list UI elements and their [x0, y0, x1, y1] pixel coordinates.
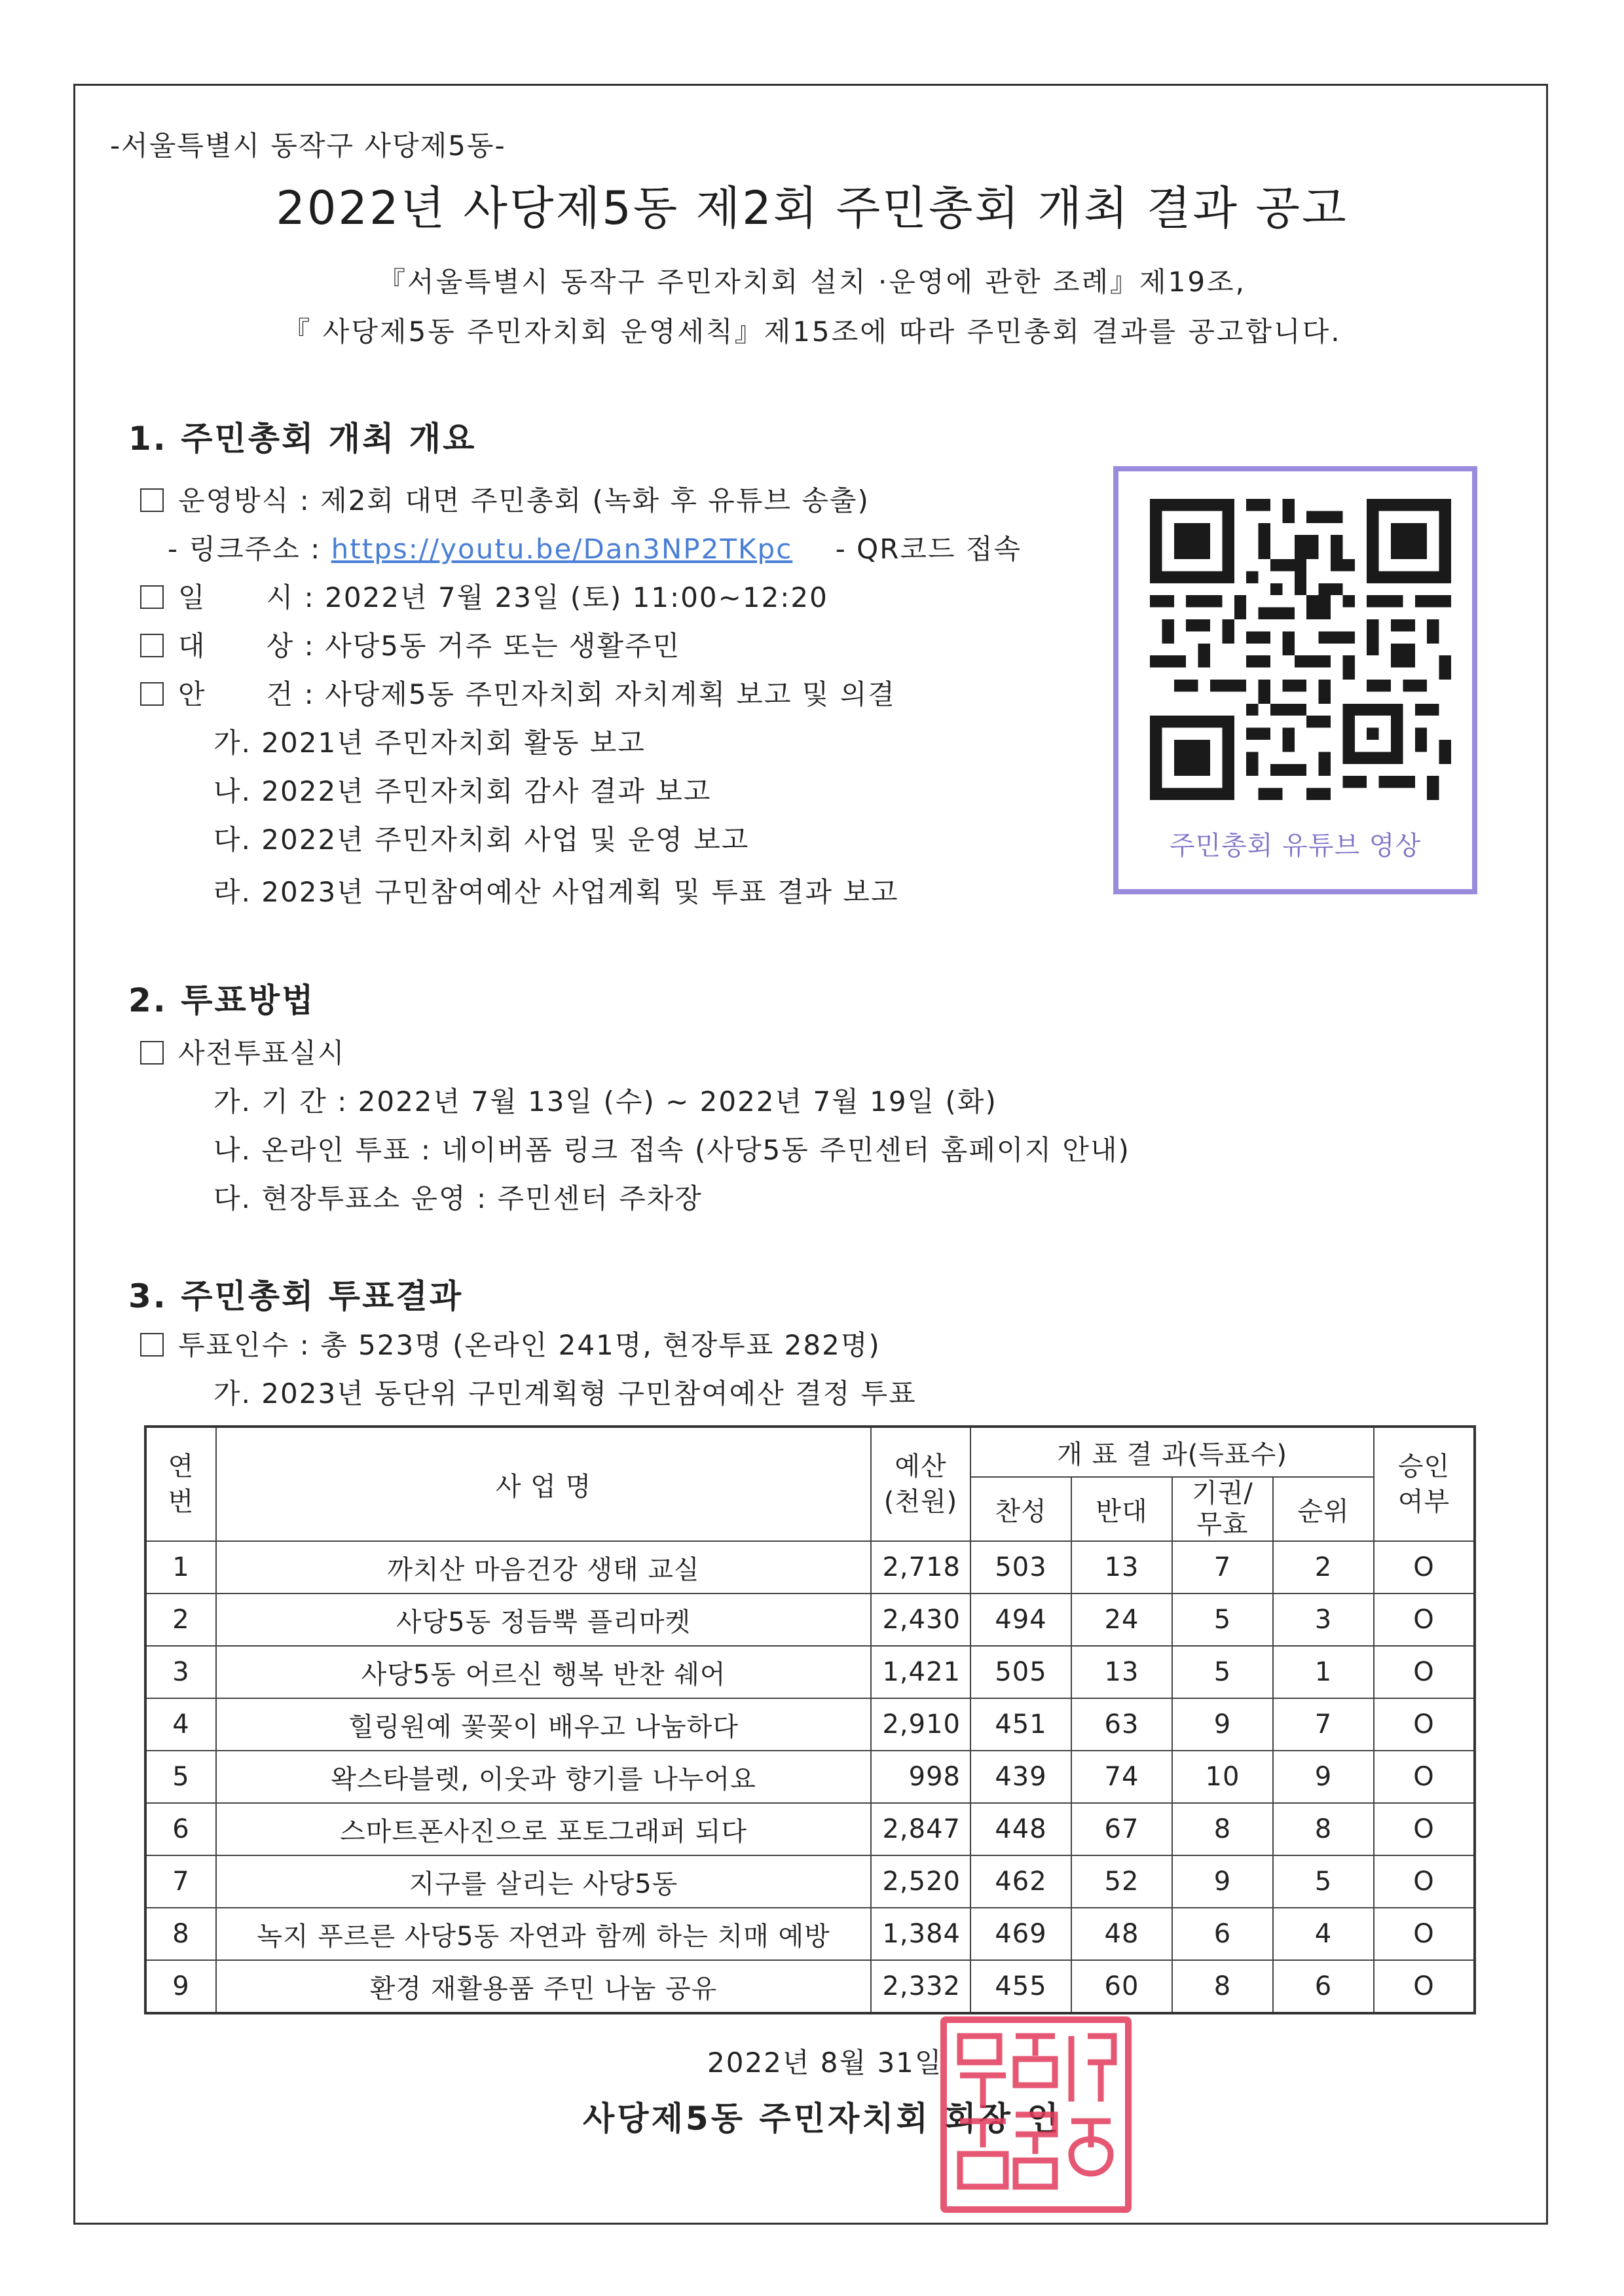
- cell-approve: O: [1374, 1960, 1475, 2013]
- checkbox-icon: [140, 1333, 164, 1357]
- cell-budget: 1,384: [871, 1908, 970, 1960]
- footer-signature: 사당제5동 주민자치회 회장 인: [583, 2100, 1061, 2138]
- header-against: 반대: [1071, 1477, 1172, 1541]
- table-row: [145, 1855, 1475, 1908]
- official-seal-stamp: [940, 2016, 1132, 2213]
- checkbox-icon: [140, 488, 164, 512]
- cell-no: 9: [145, 1960, 216, 2013]
- cell-approve: O: [1374, 1541, 1475, 1594]
- cell-abstain: 8: [1172, 1960, 1273, 2013]
- section3-heading: 3. 주민총회 투표결과: [128, 1277, 463, 1315]
- agenda-text: 안 건 : 사당제5동 주민자치회 자치계획 보고 및 의결: [178, 678, 896, 710]
- header-for: 찬성: [970, 1477, 1071, 1541]
- cell-budget: 2,847: [871, 1803, 970, 1855]
- header-approve: 승인 여부: [1374, 1427, 1475, 1541]
- prevote-item: [140, 1032, 345, 1071]
- cell-approve: O: [1374, 1855, 1475, 1908]
- agenda-sub-1: 가. 2021년 주민자치회 활동 보고: [213, 727, 646, 759]
- cell-no: 8: [145, 1908, 216, 1960]
- cell-against: 13: [1071, 1646, 1172, 1698]
- link-label: - 링크주소 :: [168, 533, 322, 565]
- cell-against: 52: [1071, 1855, 1172, 1908]
- cell-rank: 8: [1273, 1803, 1374, 1855]
- cell-rank: 6: [1273, 1960, 1374, 2013]
- cell-no: 6: [145, 1803, 216, 1855]
- cell-abstain: 5: [1172, 1646, 1273, 1698]
- footer-date: 2022년 8월 31일: [707, 2047, 943, 2079]
- cell-rank: 3: [1273, 1594, 1374, 1646]
- cell-name: 까치산 마음건강 생태 교실: [216, 1541, 871, 1594]
- cell-abstain: 6: [1172, 1908, 1273, 1960]
- vote-detail-3: 다. 현장투표소 운영 : 주민센터 주차장: [213, 1182, 703, 1214]
- cell-against: 48: [1071, 1908, 1172, 1960]
- table-row: [145, 1751, 1475, 1803]
- voters-text: 투표인수 : 총 523명 (온라인 241명, 현장투표 282명): [178, 1329, 881, 1361]
- checkbox-icon: [140, 1041, 164, 1065]
- cell-approve: O: [1374, 1698, 1475, 1751]
- vote-detail-2: 나. 온라인 투표 : 네이버폼 링크 접속 (사당5동 주민센터 홈페이지 안내): [213, 1134, 1130, 1166]
- table-row: [145, 1594, 1475, 1646]
- header-name: 사 업 명: [216, 1427, 871, 1541]
- table-row: [145, 1646, 1475, 1698]
- qr-caption: 주민총회 유튜브 영상: [1169, 831, 1422, 861]
- cell-budget: 2,332: [871, 1960, 970, 2013]
- cell-abstain: 10: [1172, 1751, 1273, 1803]
- cell-approve: O: [1374, 1594, 1475, 1646]
- prevote-text: 사전투표실시: [178, 1037, 346, 1069]
- header-result: 개 표 결 과(득표수): [970, 1427, 1374, 1477]
- cell-no: 5: [145, 1751, 216, 1803]
- table-row: [145, 1803, 1475, 1855]
- cell-against: 60: [1071, 1960, 1172, 2013]
- seal-icon: [947, 2023, 1125, 2206]
- cell-against: 63: [1071, 1698, 1172, 1751]
- cell-for: 451: [970, 1698, 1071, 1751]
- cell-rank: 5: [1273, 1855, 1374, 1908]
- cell-abstain: 7: [1172, 1541, 1273, 1594]
- cell-rank: 7: [1273, 1698, 1374, 1751]
- qr-code-panel[interactable]: [1113, 466, 1477, 894]
- cell-for: 462: [970, 1855, 1071, 1908]
- qr-code-icon: [1150, 499, 1451, 800]
- vote-results-table: [144, 1425, 1476, 2014]
- cell-budget: 2,910: [871, 1698, 970, 1751]
- cell-against: 74: [1071, 1751, 1172, 1803]
- target-text: 대 상 : 사당5동 거주 또는 생활주민: [178, 630, 681, 662]
- checkbox-icon: [140, 682, 164, 706]
- vote-detail-1: 가. 기 간 : 2022년 7월 13일 (수) ~ 2022년 7월 19일 (화): [213, 1085, 997, 1118]
- cell-rank: 1: [1273, 1646, 1374, 1698]
- cell-name: 사당5동 정듬뿍 플리마켓: [216, 1594, 871, 1646]
- cell-abstain: 5: [1172, 1594, 1273, 1646]
- intro-line-1: 『서울특별시 동작구 주민자치회 설치 ·운영에 관한 조례』제19조,: [378, 266, 1246, 298]
- method-item: [140, 479, 870, 519]
- cell-budget: 1,421: [871, 1646, 970, 1698]
- cell-for: 469: [970, 1908, 1071, 1960]
- table-row: [145, 1908, 1475, 1960]
- cell-no: 1: [145, 1541, 216, 1594]
- cell-for: 505: [970, 1646, 1071, 1698]
- cell-for: 448: [970, 1803, 1071, 1855]
- header-rank: 순위: [1273, 1477, 1374, 1541]
- table-row: [145, 1541, 1475, 1594]
- cell-name: 녹지 푸르른 사당5동 자연과 함께 하는 치매 예방: [216, 1908, 871, 1960]
- vote-title: 가. 2023년 동단위 구민계획형 구민참여예산 결정 투표: [213, 1377, 917, 1410]
- date-text: 일 시 : 2022년 7월 23일 (토) 11:00~12:20: [178, 581, 828, 613]
- cell-budget: 2,430: [871, 1594, 970, 1646]
- header-abstain: 기권/ 무효: [1172, 1477, 1273, 1541]
- checkbox-icon: [140, 634, 164, 657]
- header-no: 연 번: [145, 1427, 216, 1541]
- agenda-sub-4: 라. 2023년 구민참여예산 사업계획 및 투표 결과 보고: [213, 876, 899, 908]
- cell-no: 4: [145, 1698, 216, 1751]
- method-text: 운영방식 : 제2회 대면 주민총회 (녹화 후 유튜브 송출): [178, 484, 870, 517]
- cell-approve: O: [1374, 1908, 1475, 1960]
- target-item: [140, 625, 680, 664]
- cell-against: 13: [1071, 1541, 1172, 1594]
- cell-no: 2: [145, 1594, 216, 1646]
- youtube-link[interactable]: https://youtu.be/Dan3NP2TKpc: [331, 533, 793, 565]
- table-row: [145, 1698, 1475, 1751]
- link-row: [168, 528, 1022, 567]
- cell-abstain: 9: [1172, 1855, 1273, 1908]
- cell-for: 455: [970, 1960, 1071, 2013]
- cell-no: 7: [145, 1855, 216, 1908]
- cell-name: 왁스타블렛, 이웃과 향기를 나누어요: [216, 1751, 871, 1803]
- cell-name: 지구를 살리는 사당5동: [216, 1855, 871, 1908]
- date-item: [140, 576, 828, 615]
- cell-budget: 2,718: [871, 1541, 970, 1594]
- section1-heading: 1. 주민총회 개최 개요: [128, 420, 477, 458]
- cell-abstain: 9: [1172, 1698, 1273, 1751]
- cell-abstain: 8: [1172, 1803, 1273, 1855]
- section2-heading: 2. 투표방법: [128, 981, 316, 1019]
- cell-name: 스마트폰사진으로 포토그래퍼 되다: [216, 1803, 871, 1855]
- agenda-sub-2: 나. 2022년 주민자치회 감사 결과 보고: [213, 775, 712, 807]
- cell-name: 환경 재활용품 주민 나눔 공유: [216, 1960, 871, 2013]
- cell-against: 24: [1071, 1594, 1172, 1646]
- cell-rank: 2: [1273, 1541, 1374, 1594]
- page-title: 2022년 사당제5동 제2회 주민총회 개최 결과 공고: [276, 181, 1348, 235]
- cell-rank: 4: [1273, 1908, 1374, 1960]
- cell-for: 439: [970, 1751, 1071, 1803]
- cell-no: 3: [145, 1646, 216, 1698]
- cell-budget: 998: [871, 1751, 970, 1803]
- table-row: [145, 1960, 1475, 2013]
- agenda-sub-3: 다. 2022년 주민자치회 사업 및 운영 보고: [213, 824, 750, 856]
- cell-against: 67: [1071, 1803, 1172, 1855]
- cell-approve: O: [1374, 1751, 1475, 1803]
- cell-for: 494: [970, 1594, 1071, 1646]
- voters-item: [140, 1324, 881, 1363]
- cell-approve: O: [1374, 1646, 1475, 1698]
- cell-budget: 2,520: [871, 1855, 970, 1908]
- header-budget: 예산 (천원): [871, 1427, 970, 1541]
- agenda-item: [140, 673, 896, 712]
- cell-rank: 9: [1273, 1751, 1374, 1803]
- intro-line-2: 『 사당제5동 주민자치회 운영세칙』제15조에 따라 주민총회 결과를 공고합니다.: [282, 316, 1342, 348]
- qr-access-text: - QR코드 접속: [835, 533, 1022, 565]
- checkbox-icon: [140, 585, 164, 609]
- cell-approve: O: [1374, 1803, 1475, 1855]
- subtitle: -서울특별시 동작구 사당제5동-: [110, 130, 506, 162]
- cell-for: 503: [970, 1541, 1071, 1594]
- cell-name: 힐링원예 꽃꽂이 배우고 나눔하다: [216, 1698, 871, 1751]
- cell-name: 사당5동 어르신 행복 반찬 쉐어: [216, 1646, 871, 1698]
